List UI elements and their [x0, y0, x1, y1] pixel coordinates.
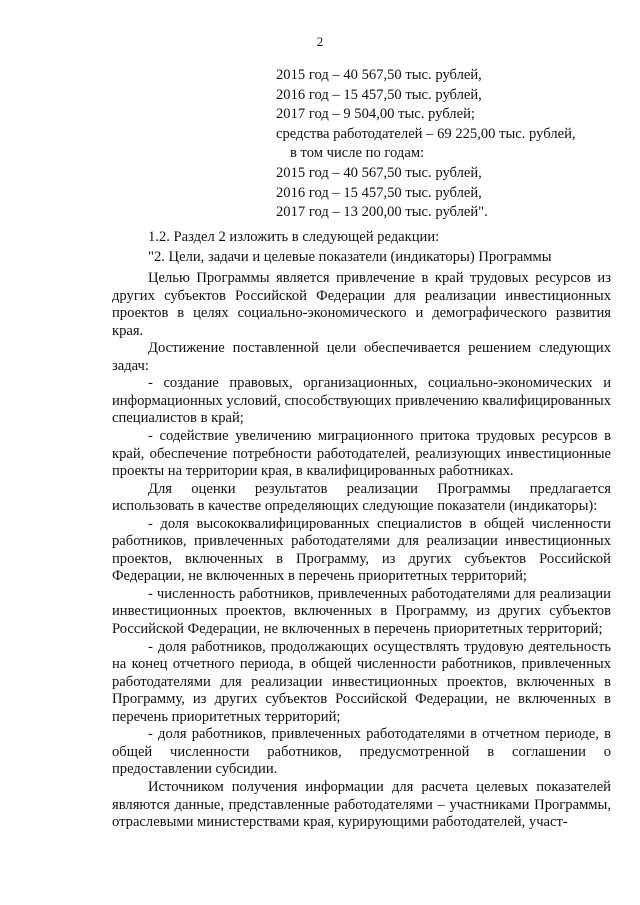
indicator-list-item: - доля работников, продолжающих осуществлять трудовую деятельность на конец отчетного периода, в общей численности работников, привлеченных работодателями для реализации инвестиционных проектов, включенных в Программу, из других субъектов Российской Федерации, не включенных в перечень приоритетных территорий;: [112, 638, 611, 725]
section-heading: "2. Цели, задачи и целевые показатели (индикаторы) Программы: [148, 248, 552, 265]
body-paragraph: Источником получения информации для расчета целевых показателей являются данные, представленные работодателями – участниками Программы, отраслевыми министерствами края, курирующими работодателей, участ-: [112, 778, 611, 831]
funding-line: 2017 год – 13 200,00 тыс. рублей".: [276, 204, 488, 221]
funding-breakdown: [276, 66, 576, 223]
funding-line: 2017 год – 9 504,00 тыс. рублей;: [276, 106, 475, 123]
body-paragraph: Достижение поставленной цели обеспечивается решением следующих задач:: [112, 340, 611, 374]
funding-line: средства работодателей – 69 225,00 тыс. рублей,: [276, 125, 576, 142]
funding-line: 2015 год – 40 567,50 тыс. рублей,: [276, 67, 482, 83]
amendment-instruction: 1.2. Раздел 2 изложить в следующей редакции:: [148, 229, 440, 245]
funding-line: 2016 год – 15 457,50 тыс. рублей,: [276, 184, 482, 201]
document-body: [112, 229, 611, 832]
page-number: 2: [316, 34, 324, 49]
funding-line: 2015 год – 40 567,50 тыс. рублей,: [276, 164, 482, 181]
funding-line: в том числе по годам:: [290, 145, 425, 162]
funding-line: 2016 год – 15 457,50 тыс. рублей,: [276, 86, 482, 103]
body-paragraph: Для оценки результатов реализации Программы предлагается использовать в качестве определяющих следующие показатели (индикаторы):: [112, 480, 611, 515]
indicator-list-item: - численность работников, привлеченных работодателями для реализации инвестиционных проектов, включенных в Программу, из других субъектов Российской Федерации, не включенных в перечень приоритетных территорий;: [112, 585, 611, 638]
body-paragraph: Целью Программы является привлечение в край трудовых ресурсов из других субъектов Российской Федерации для реализации инвестиционных проектов в целях социально-экономического и демографического развития края.: [112, 270, 611, 339]
task-list-item: - содействие увеличению миграционного притока трудовых ресурсов в край, обеспечение потребности работодателей, реализующих инвестиционные проекты на территории края, в квалифицированных работниках.: [112, 428, 611, 480]
indicator-list-item: - доля работников, привлеченных работодателями в отчетном периоде, в общей численности работников, предусмотренной в соглашении о предоставлении субсидии.: [112, 726, 611, 778]
task-list-item: - создание правовых, организационных, социально-экономических и информационных условий, способствующих привлечению квалифицированных специалистов в край;: [112, 375, 611, 427]
indicator-list-item: - доля высококвалифицированных специалистов в общей численности работников, привлеченных работодателями для реализации инвестиционных проектов, включенных в Программу, из других субъектов Российской Федерации, не включенных в перечень приоритетных территорий;: [112, 515, 611, 585]
